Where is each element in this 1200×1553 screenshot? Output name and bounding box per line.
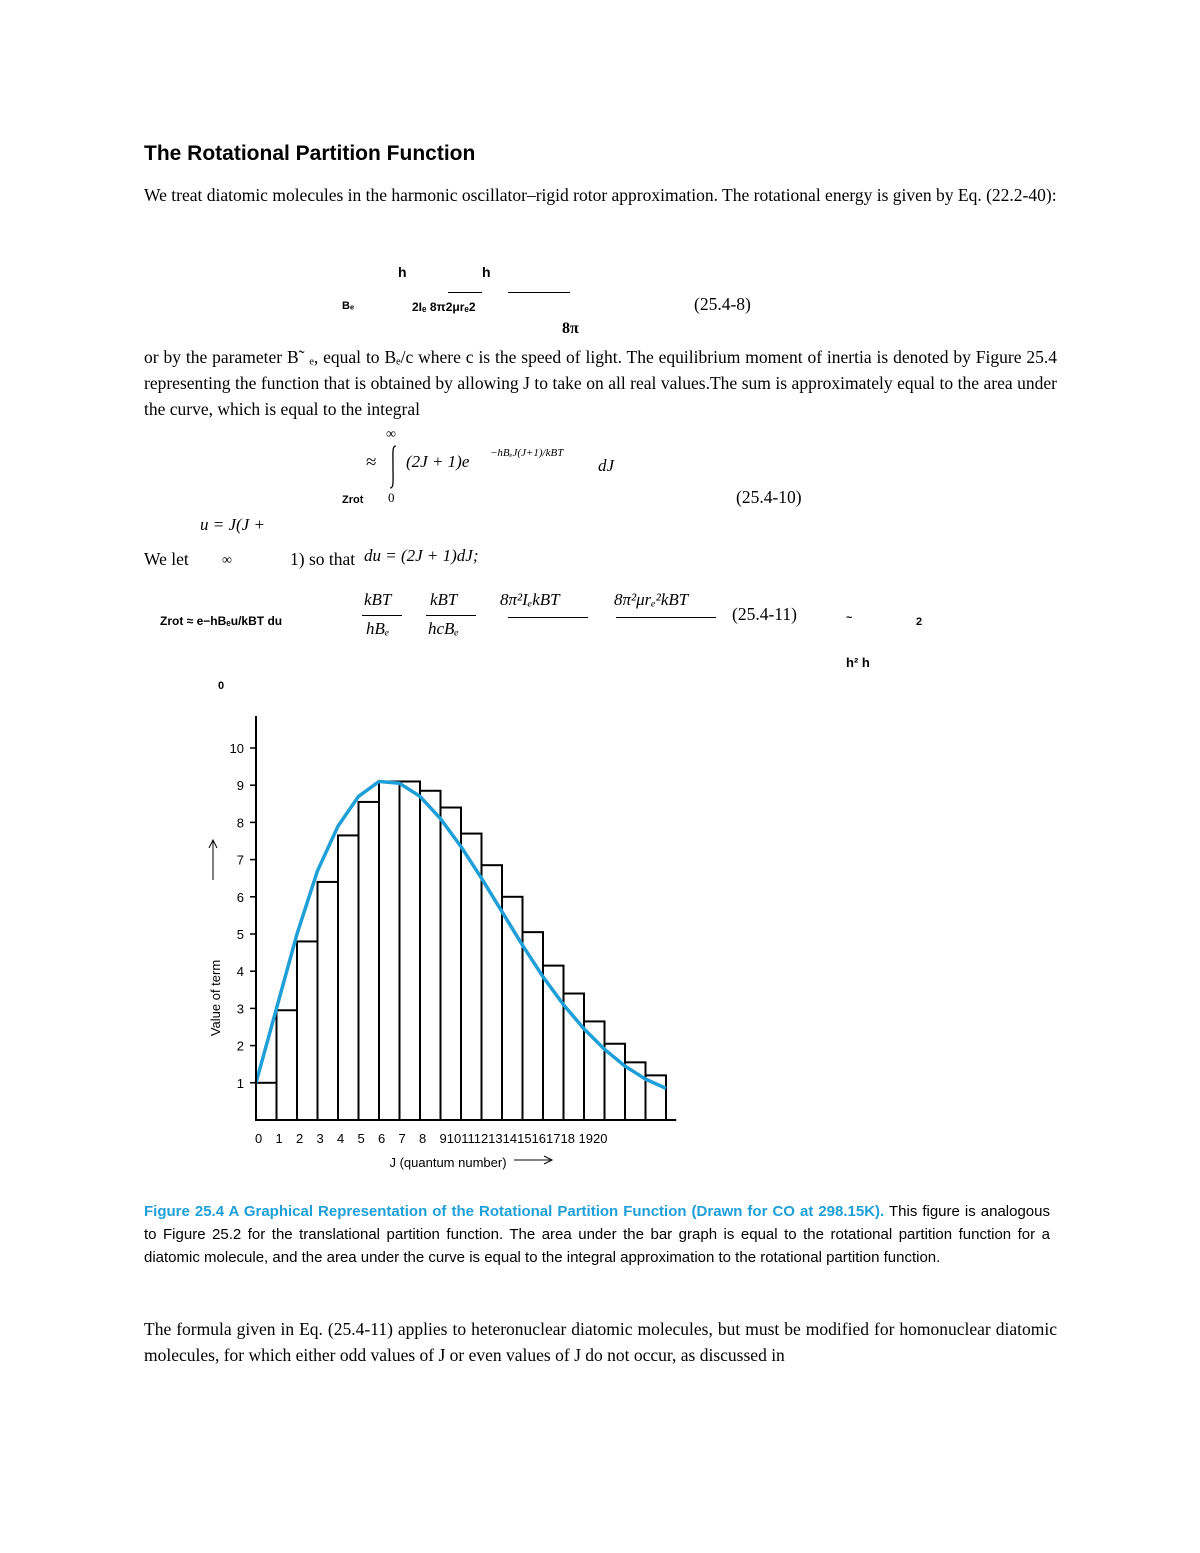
sub-infinity: ∞ (222, 553, 232, 568)
eq10-integrand: (2J + 1)e (406, 452, 470, 471)
eq8-B: Bₑ (342, 300, 355, 312)
y-tick-label: 9 (236, 778, 244, 794)
paragraph-3-text: The formula given in Eq. (25.4-11) applies to heteronuclear diatomic molecules, but must be modified for homonuclear diatomic molecules, for which either odd values of J or even values of J do not occur, as discussed in (144, 1319, 1057, 1365)
x-tick-label: 6 (378, 1131, 386, 1146)
eq11-f2-den: hcBₑ (428, 619, 459, 638)
paragraph-3 (144, 1316, 1057, 1368)
eq8-number: (25.4-8) (694, 294, 751, 314)
x-tick-label: 4 (337, 1131, 345, 1146)
bar-J-16 (584, 1021, 605, 1120)
eq11-f3-num: 8π²IₑkBT (500, 590, 560, 609)
eq10-zero: 0 (388, 490, 395, 505)
eq8-pi: 8π (562, 320, 579, 337)
x-tick-label: 7 (398, 1131, 406, 1146)
x-tick-label: 8 (419, 1131, 427, 1146)
y-arrow-icon (209, 840, 217, 880)
y-tick-label: 3 (236, 1001, 244, 1017)
x-tick-label: 1 (275, 1131, 283, 1146)
bar-J-0 (256, 1083, 277, 1120)
section-heading: The Rotational Partition Function (144, 142, 476, 165)
eq10-approx: ≈ (366, 452, 377, 473)
eq11-f3-bar (508, 617, 588, 618)
bar-J-3 (318, 882, 339, 1120)
we-let-text: We let (144, 549, 189, 569)
eq11-f2-bar (426, 615, 476, 616)
eq10-exponent: −hBₑJ(J+1)/kBT (490, 447, 564, 459)
y-tick-label: 5 (236, 927, 244, 942)
eq8-fraction-bar-1 (448, 292, 482, 293)
du-expression: du = (2J + 1)dJ; (364, 546, 479, 565)
bar-J-9 (441, 808, 462, 1120)
bar-J-17 (605, 1044, 626, 1120)
caption-body: This figure is analogous to Figure 25.2 for the translational partition function. The area under the bar graph is equal to the rotational partition function for a diatomic molecule, and the area under the curve is equal to the integral approximation to the rotational partition function. (144, 1203, 1050, 1266)
eq10-number: (25.4-10) (736, 487, 802, 507)
figure-caption (144, 1200, 1050, 1269)
x-tick-label: 9101112131415161718 1920 (439, 1131, 608, 1146)
bar-J-8 (420, 791, 441, 1120)
eq11-h2h: h² h (846, 655, 870, 670)
bar-J-1 (277, 1010, 298, 1120)
y-tick-label: 6 (236, 889, 244, 905)
eq8-h-right: h (482, 264, 491, 280)
bar-J-7 (400, 781, 421, 1120)
bar-J-5 (359, 802, 380, 1120)
x-axis-label: J (quantum number) (389, 1155, 507, 1170)
x-tick-label: 0 (255, 1131, 263, 1146)
y-tick-label: 8 (236, 815, 244, 831)
paragraph-2 (144, 344, 1057, 422)
eq8-h-left: h (398, 264, 407, 280)
eq11-f1-den: hBₑ (366, 619, 390, 638)
eq11-f4-num: 8π²μrₑ²kBT (614, 590, 689, 609)
eq11-zero: 0 (218, 680, 225, 692)
u-definition: u = J(J + (200, 515, 265, 534)
eq11-f1-num: kBT (364, 590, 392, 609)
y-tick-label: 7 (236, 852, 244, 868)
eq11-f1-bar (362, 615, 402, 616)
bar-J-15 (564, 994, 585, 1120)
caption-title: Figure 25.4 A Graphical Representation of the Rotational Partition Function (Drawn for CO at 298.15K). (144, 1203, 885, 1220)
paragraph-2-text: or by the parameter B˜ ₑ, equal to Bₑ/c where c is the speed of light. The equilibrium moment of inertia is denoted by Figure 25.4 representing the function that is obtained by allowing J to take on all real values.The sum is approximately equal to the area under the curve, which is equal to the integral (144, 347, 1057, 419)
y-axis-label: Value of term (208, 959, 223, 1037)
x-tick-label: 2 (296, 1131, 304, 1146)
x-tick-label: 3 (316, 1131, 324, 1146)
x-tick-label: 5 (357, 1131, 365, 1146)
bar-J-6 (379, 781, 400, 1120)
intro-paragraph (144, 182, 1057, 208)
rotational-partition-chart (196, 700, 608, 1180)
eq8-mid: 2Iₑ 8π2μrₑ2 (412, 300, 476, 314)
eq11-number: (25.4-11) (732, 604, 797, 624)
y-tick-label: 4 (236, 964, 244, 980)
integral-sign-icon (386, 444, 400, 490)
eq11-two: 2 (916, 616, 923, 628)
eq11-f2-num: kBT (430, 590, 458, 609)
intro-text: We treat diatomic molecules in the harmonic oscillator–rigid rotor approximation. The rotational energy is given by Eq. (22.2-40): (144, 185, 1057, 205)
eq10-infinity: ∞ (386, 427, 396, 442)
y-tick-label: 2 (236, 1038, 244, 1054)
bar-J-2 (297, 941, 318, 1120)
eq10-zrot: Zrot (342, 494, 364, 506)
bar-J-4 (338, 835, 359, 1120)
eq11-tilde: ~ (846, 612, 853, 624)
eq10-dJ: dJ (598, 456, 615, 475)
eq8-fraction-bar-2 (508, 292, 570, 293)
y-tick-label: 10 (229, 741, 244, 756)
x-arrow-icon (514, 1156, 552, 1164)
y-tick-label: 1 (236, 1075, 244, 1091)
eq11-f4-bar (616, 617, 716, 618)
eq11-lhs: Zrot ≈ e−hBₑu/kBT du (160, 614, 283, 628)
so-that-text: 1) so that (290, 549, 356, 569)
